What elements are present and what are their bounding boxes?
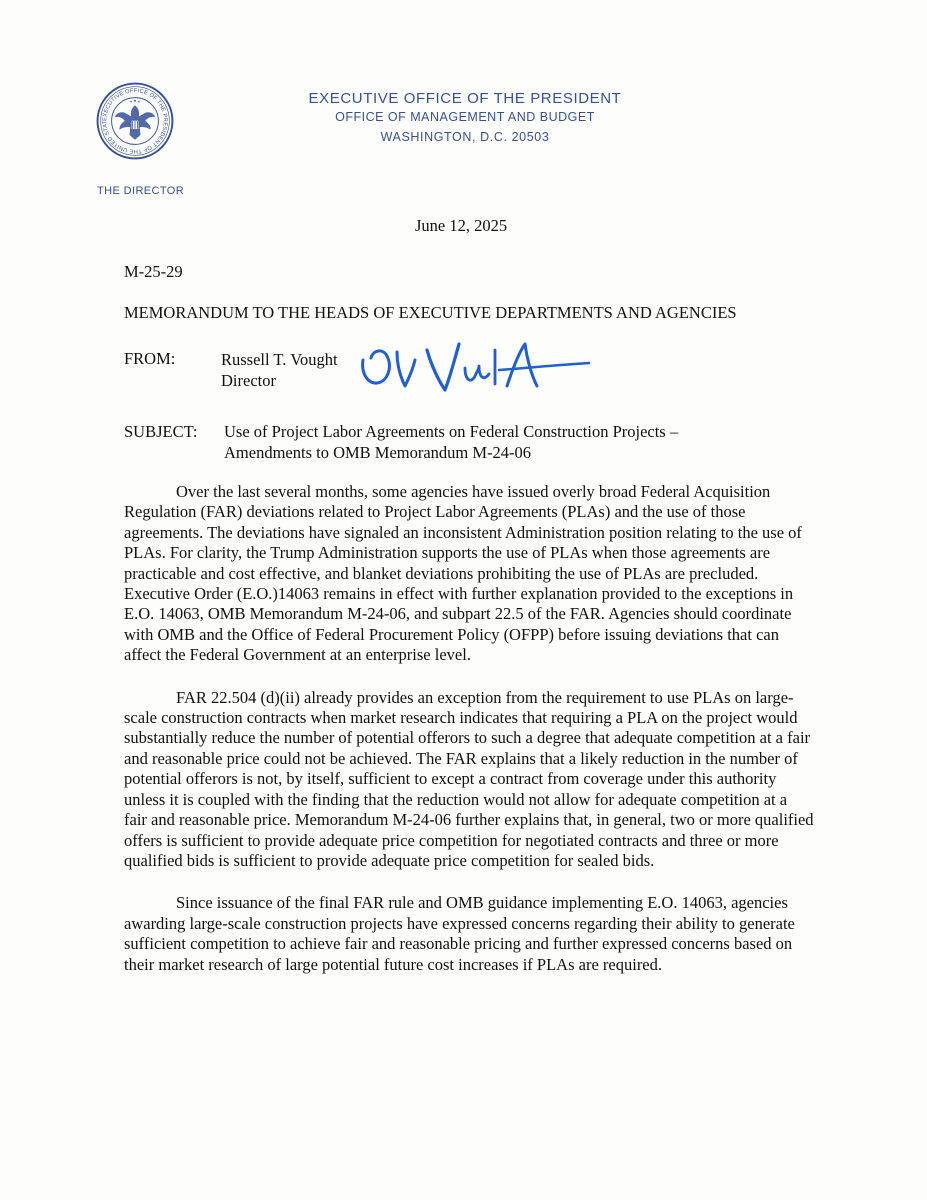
memo-recipients: MEMORANDUM TO THE HEADS OF EXECUTIVE DEPARTMENTS AND AGENCIES <box>124 303 737 322</box>
signature-image <box>357 338 592 396</box>
from-name: Russell T. Vought <box>221 350 338 369</box>
memo-number: M-25-29 <box>124 262 183 281</box>
memo-date: June 12, 2025 <box>415 216 508 235</box>
subject-text: Use of Project Labor Agreements on Federal Construction Projects – Amendments to OMB Memorandum M-24-06 <box>224 422 679 462</box>
letterhead-line-3: WASHINGTON, D.C. 20503 <box>380 130 550 144</box>
from-block <box>221 349 338 391</box>
body-paragraph-2: FAR 22.504 (d)(ii) already provides an exception from the requirement to use PLAs on large-scale construction contracts when market research indicates that requiring a PLA on the project would substantially reduce the number of potential offerors to such a degree that adequate competition at a fair and reasonable price could not be achieved. The FAR explains that a likely reduction in the number of potential offerors is not, by itself, sufficient to except a contract from coverage under this authority unless it is coupled with the finding that the reduction would not allow for adequate competition at a fair and reasonable price. Memorandum M-24-06 further explains that, in general, two or more qualified offers is sufficient to provide adequate price competition for negotiated contracts and three or more qualified bids is sufficient to provide adequate price competition for sealed bids. <box>124 687 814 870</box>
director-tag: THE DIRECTOR <box>97 185 185 197</box>
letterhead-line-2: OFFICE OF MANAGEMENT AND BUDGET <box>335 110 595 124</box>
from-label: FROM: <box>124 349 176 368</box>
svg-text:EXECUTIVE OFFICE OF THE PRESID: EXECUTIVE OFFICE OF THE PRESIDENT OF THE UNITED STAT <box>102 88 168 154</box>
body-paragraph-1: Over the last several months, some agencies have issued overly broad Federal Acquisition Regulation (FAR) deviations related to Project Labor Agreements (PLAs) and the use of those agreements. The deviations have signaled an inconsistent Administration position relating to the use of PLAs. For clarity, the Trump Administration supports the use of PLAs when those agreements are practicable and cost effective, and blanket deviations prohibiting the use of PLAs are precluded. Executive Order (E.O.)14063 remains in effect with further explanation provided to the exceptions in E.O. 14063, OMB Memorandum M-24-06, and subpart 22.5 of the FAR. Agencies should coordinate with OMB and the Office of Federal Procurement Policy (OFPP) before issuing deviations that can affect the Federal Government at an enterprise level. <box>124 482 802 665</box>
subject-label: SUBJECT: <box>124 422 198 441</box>
presidential-seal-icon <box>96 82 174 160</box>
body-paragraph-3: Since issuance of the final FAR rule and OMB guidance implementing E.O. 14063, agencies awarding large-scale construction projects have expressed concerns regarding their ability to generate sufficient competition to achieve fair and reasonable pricing and further expressed concerns based on their market research of large potential future cost increases if PLAs are required. <box>124 893 795 974</box>
letterhead-line-1: EXECUTIVE OFFICE OF THE PRESIDENT <box>308 90 622 107</box>
letterhead <box>280 89 650 148</box>
from-title: Director <box>221 371 276 390</box>
memo-body <box>124 482 814 997</box>
